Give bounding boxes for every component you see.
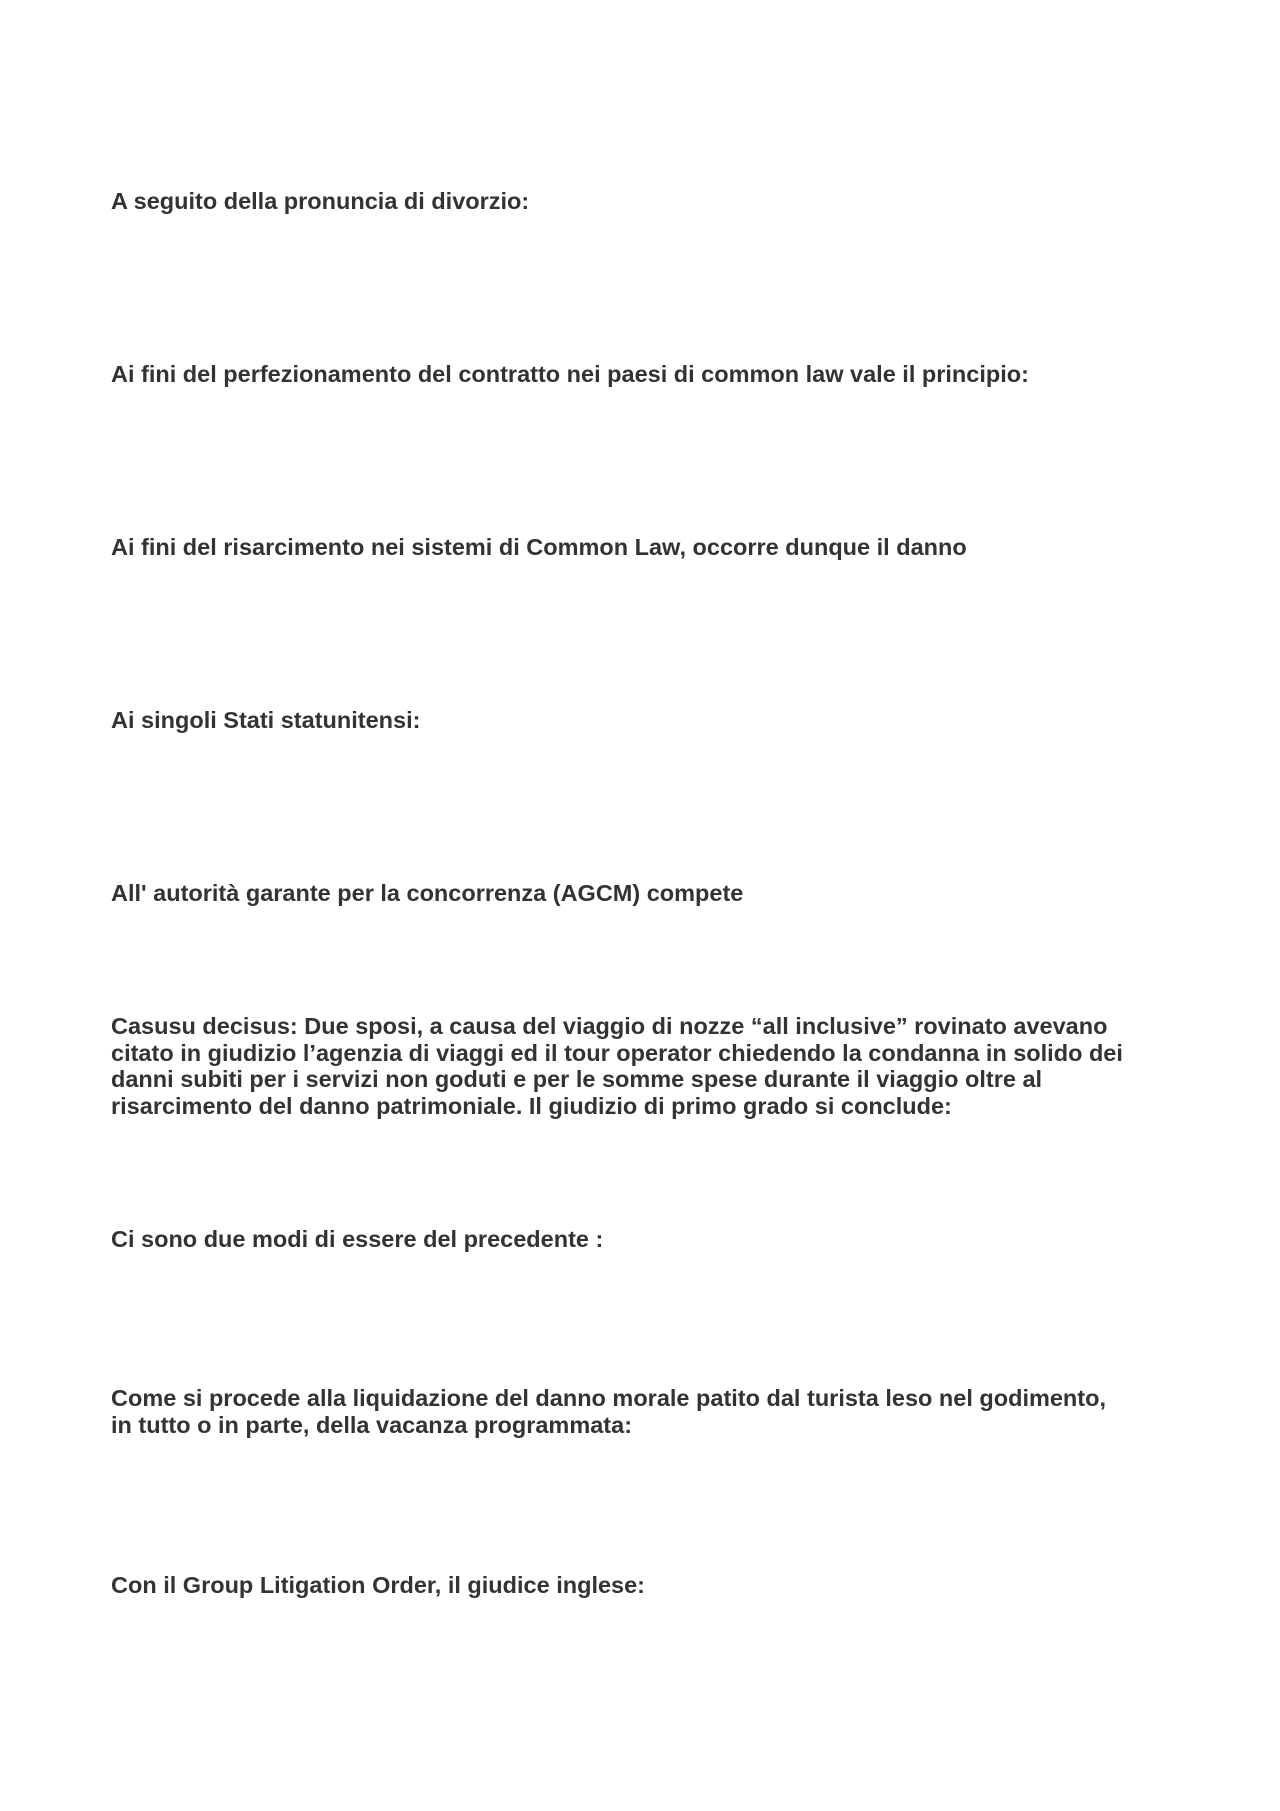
question-text: Ci sono due modi di essere del precedente : [111,1226,604,1252]
question-text: Con il Group Litigation Order, il giudice inglese: [111,1572,646,1598]
question-text: All' autorità garante per la concorrenza (AGCM) compete [111,880,744,906]
question-text: Ai fini del perfezionamento del contratto nei paesi di common law vale il principio: [111,361,1029,387]
question-text: A seguito della pronuncia di divorzio: [111,188,530,214]
question-text: Come si procede alla liquidazione del danno morale patito dal turista leso nel godimento, in tutto o in parte, della vacanza programmata: [111,1385,1106,1438]
question-text: Casusu decisus: Due sposi, a causa del viaggio di nozze “all inclusive” rovinato avevano citato in giudizio l’agenzia di viaggi ed il tour operator chiedendo la condanna in solido dei danni subiti per i servizi non goduti e per le somme spese durante il viaggio oltre al risarcimento del danno patrimoniale. Il giudizio di primo grado si conclude: [111,1013,1123,1119]
question-text: Ai fini del risarcimento nei sistemi di Common Law, occorre dunque il danno [111,534,967,560]
question-text: Ai singoli Stati statunitensi: [111,707,421,733]
